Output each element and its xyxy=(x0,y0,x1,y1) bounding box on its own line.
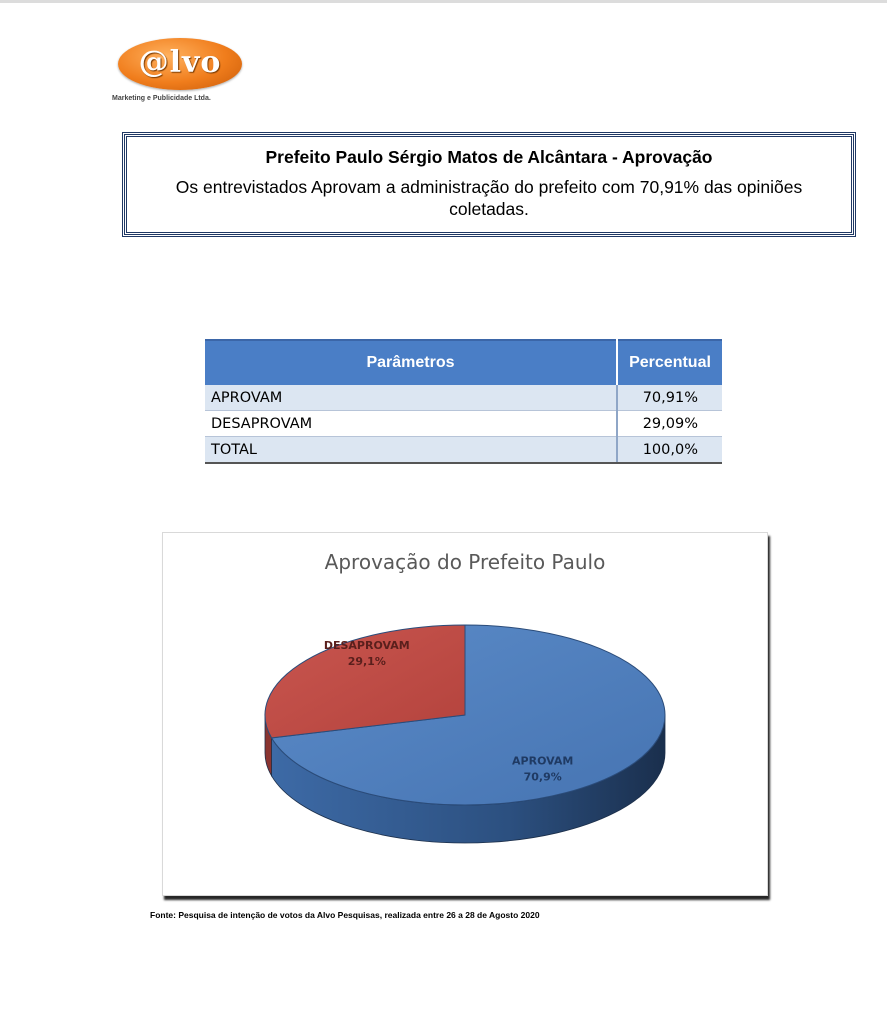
chart-title: Aprovação do Prefeito Paulo xyxy=(324,550,606,574)
table-row xyxy=(205,411,722,437)
slice-value-aprovam: 70,9% xyxy=(523,770,562,784)
header-parametros: Parâmetros xyxy=(205,340,617,385)
row-label: DESAPROVAM xyxy=(205,411,617,437)
slice-value-desaprovam: 29,1% xyxy=(347,654,386,668)
top-divider xyxy=(0,0,887,3)
slice-label-desaprovam: DESAPROVAM xyxy=(323,638,410,652)
company-logo xyxy=(112,38,252,108)
row-label: TOTAL xyxy=(205,437,617,464)
pie-chart xyxy=(163,533,767,895)
headline-title: Prefeito Paulo Sérgio Matos de Alcântara - Aprovação xyxy=(265,147,713,167)
row-label: APROVAM xyxy=(205,385,617,411)
source-note: Fonte: Pesquisa de intenção de votos da Alvo Pesquisas, realizada entre 26 a 28 de Agosto 2020 xyxy=(150,910,540,920)
table-row xyxy=(205,437,722,464)
headline-box xyxy=(124,134,854,235)
pie-slices xyxy=(265,625,665,843)
header-percentual: Percentual xyxy=(617,340,722,385)
headline-description: Os entrevistados Aprovam a administração do prefeito com 70,91% das opiniões coletadas. xyxy=(175,177,803,219)
row-value: 100,0% xyxy=(617,437,722,464)
row-value: 29,09% xyxy=(617,411,722,437)
table-row xyxy=(205,385,722,411)
row-value: 70,91% xyxy=(617,385,722,411)
slice-label-aprovam: APROVAM xyxy=(512,754,574,768)
pie-chart-frame xyxy=(162,532,768,896)
logo-tagline: Marketing e Publicidade Ltda. xyxy=(112,95,211,102)
logo-mark: @lvo xyxy=(138,45,222,80)
parameters-table xyxy=(205,339,722,464)
table-header-row xyxy=(205,340,722,385)
